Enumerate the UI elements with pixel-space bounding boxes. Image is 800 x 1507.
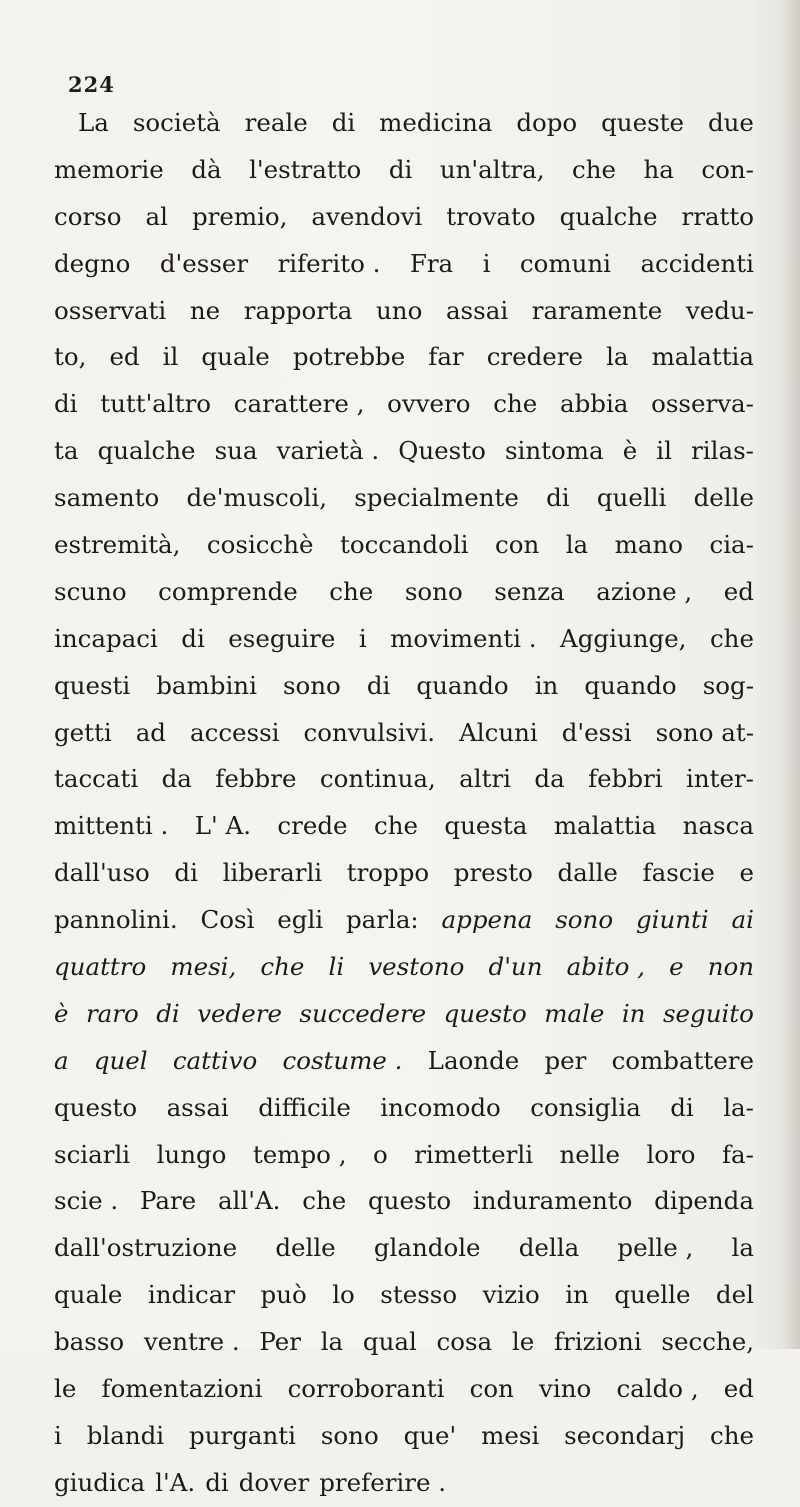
word: corso — [54, 201, 122, 231]
word: qualche — [559, 201, 658, 231]
word: del — [715, 1280, 754, 1310]
word: bambini — [156, 670, 257, 700]
word: parla: — [345, 905, 419, 935]
word: dover — [238, 1467, 310, 1497]
word: di — [174, 858, 198, 888]
word: due — [707, 108, 754, 137]
word: nelle — [559, 1139, 620, 1169]
word: ha — [643, 154, 674, 184]
word: azione , — [596, 576, 693, 606]
word: le — [511, 1327, 535, 1357]
word: specialmente — [354, 483, 519, 513]
word: l'A. — [155, 1467, 196, 1497]
word: Per — [259, 1327, 301, 1357]
word: caldo , — [616, 1374, 699, 1404]
word: ne — [189, 295, 221, 325]
word: Così — [200, 905, 255, 935]
word: sono — [282, 670, 341, 700]
word: questi — [54, 670, 131, 700]
word: que' — [403, 1420, 457, 1450]
word: per — [544, 1045, 587, 1075]
word: memorie — [54, 154, 164, 184]
word: cosa — [436, 1327, 493, 1357]
word: assai — [166, 1092, 229, 1122]
word: accessi — [189, 717, 280, 747]
word: movimenti . — [390, 623, 537, 653]
word: lungo — [156, 1139, 227, 1169]
word: in — [534, 670, 559, 700]
text-line — [54, 428, 754, 475]
word: di — [670, 1092, 694, 1122]
word: li — [328, 952, 345, 982]
word: questo — [54, 1092, 138, 1122]
word: è — [54, 998, 69, 1028]
word: Fra — [409, 248, 454, 278]
word: quattro — [54, 952, 147, 982]
word: blandi — [86, 1420, 165, 1450]
word: inter- — [686, 764, 754, 794]
text-line — [54, 1460, 754, 1507]
word: combattere — [611, 1045, 754, 1075]
word: corroboranti — [287, 1374, 445, 1404]
word: succedere — [299, 998, 427, 1028]
word: queste — [601, 108, 685, 137]
word: o — [372, 1139, 388, 1169]
word: L' A. — [194, 811, 251, 841]
word: trovato — [446, 201, 536, 231]
text-line — [54, 194, 754, 241]
word: dall'uso — [54, 858, 150, 888]
word: con — [494, 530, 540, 560]
word: la- — [723, 1092, 754, 1122]
word: appena — [441, 905, 533, 935]
word: abito , — [566, 952, 645, 982]
word: accidenti — [640, 248, 754, 278]
text-line — [54, 1413, 754, 1460]
word: vizio — [482, 1280, 540, 1310]
word: vino — [539, 1374, 592, 1404]
word: d'esser — [159, 248, 249, 278]
word: delle — [275, 1233, 336, 1263]
word: sciarli — [54, 1139, 131, 1169]
word: questa — [444, 811, 528, 841]
word: e — [739, 858, 754, 888]
word: che — [302, 1186, 347, 1216]
word: vestono — [368, 952, 465, 982]
word: d'un — [488, 952, 543, 982]
word: Laonde — [427, 1045, 520, 1075]
word: pannolini. — [54, 905, 178, 935]
word: potrebbe — [292, 342, 406, 372]
word: male — [544, 998, 605, 1028]
word: di — [331, 108, 356, 137]
word: che — [373, 811, 418, 841]
word: La — [78, 108, 109, 137]
word: ed — [723, 1374, 754, 1404]
word: crede — [277, 811, 348, 841]
word: che — [709, 623, 754, 653]
word: di — [54, 389, 78, 419]
word: questo — [367, 1186, 452, 1216]
word: può — [260, 1280, 307, 1310]
word: un'altra, — [439, 154, 545, 184]
text-line — [54, 381, 754, 428]
word: che — [260, 952, 305, 982]
word: getti — [54, 717, 112, 747]
word: dà — [191, 154, 222, 184]
word: dall'ostruzione — [54, 1233, 238, 1263]
word: rratto — [681, 201, 754, 231]
word: basso — [54, 1327, 125, 1357]
word: non — [707, 952, 754, 982]
word: incomodo — [380, 1092, 501, 1122]
word: frizioni — [553, 1327, 642, 1357]
word: glandole — [373, 1233, 481, 1263]
word: società — [132, 108, 221, 137]
word: costume . — [282, 1045, 403, 1075]
text-line — [54, 1178, 754, 1225]
word: d'essi — [561, 717, 632, 747]
word: sua — [214, 436, 258, 466]
word: preferire . — [319, 1467, 447, 1497]
word: ai — [731, 905, 754, 935]
word: secche, — [661, 1327, 754, 1357]
text-line — [54, 1225, 754, 1272]
word: sono — [404, 576, 463, 606]
word: è — [622, 436, 638, 466]
word: di — [205, 1467, 229, 1497]
word: quando — [584, 670, 677, 700]
word: comuni — [519, 248, 611, 278]
text-line — [54, 147, 754, 194]
word: abbia — [559, 389, 629, 419]
word: credere — [486, 342, 584, 372]
word: riferito . — [277, 248, 381, 278]
text-line — [54, 991, 754, 1038]
text-line — [54, 241, 754, 288]
word: in — [621, 998, 646, 1028]
text-line — [54, 1319, 754, 1366]
word: consiglia — [530, 1092, 641, 1122]
word: delle — [693, 483, 754, 513]
word: lo — [332, 1280, 355, 1310]
text-line — [54, 1038, 754, 1085]
word: quelle — [614, 1280, 691, 1310]
word: cosicchè — [206, 530, 314, 560]
word: nasca — [682, 811, 754, 841]
word: ventre . — [143, 1327, 240, 1357]
word: senza — [494, 576, 565, 606]
word: giunti — [635, 905, 709, 935]
word: da — [534, 764, 565, 794]
word: rapporta — [243, 295, 353, 325]
word: tempo , — [252, 1139, 347, 1169]
text-line — [54, 522, 754, 569]
text-line — [54, 1366, 754, 1413]
word: sono — [555, 905, 614, 935]
word: altri — [459, 764, 511, 794]
text-line — [54, 616, 754, 663]
word: sintoma — [504, 436, 604, 466]
word: varietà . — [276, 436, 380, 466]
text-line — [54, 475, 754, 522]
word: liberarli — [222, 858, 323, 888]
word: continua, — [319, 764, 436, 794]
word: rilas- — [691, 436, 754, 466]
word: di — [181, 623, 205, 653]
word: purganti — [189, 1420, 296, 1450]
text-line — [54, 569, 754, 616]
word: estremità, — [54, 530, 181, 560]
word: difficile — [258, 1092, 351, 1122]
word: presto — [453, 858, 533, 888]
word: taccati — [54, 764, 139, 794]
word: febbri — [588, 764, 663, 794]
word: l'estratto — [249, 154, 362, 184]
word: malattia — [553, 811, 657, 841]
word: che — [329, 576, 374, 606]
word: medicina — [379, 108, 493, 137]
word: assai — [445, 295, 509, 325]
word: seguito — [662, 998, 754, 1028]
word: di — [388, 154, 413, 184]
text-line — [54, 1132, 754, 1179]
word: quel — [93, 1045, 148, 1075]
word: osserva- — [651, 389, 754, 419]
word: dalle — [557, 858, 618, 888]
word: mesi, — [170, 952, 237, 982]
text-line — [54, 663, 754, 710]
word: dopo — [516, 108, 578, 137]
word: quale — [54, 1280, 123, 1310]
word: ad — [135, 717, 166, 747]
word: Pare — [139, 1186, 197, 1216]
word: avendovi — [311, 201, 423, 231]
word: mano — [614, 530, 684, 560]
word: pelle , — [617, 1233, 694, 1263]
text-line — [54, 100, 754, 147]
text-line — [54, 944, 754, 991]
word: di — [546, 483, 570, 513]
word: scie . — [54, 1186, 119, 1216]
word: Aggiunge, — [560, 623, 687, 653]
word: fascie — [642, 858, 715, 888]
word: ed — [723, 576, 754, 606]
word: sono at- — [655, 717, 754, 747]
word: con — [469, 1374, 514, 1404]
word: secondarj — [564, 1420, 686, 1450]
word: to, — [54, 342, 87, 372]
word: il — [656, 436, 672, 466]
word: scuno — [54, 576, 127, 606]
word: fomentazioni — [101, 1374, 263, 1404]
word: giudica — [54, 1467, 146, 1497]
word: degno — [54, 248, 131, 278]
word: sog- — [702, 670, 754, 700]
word: della — [518, 1233, 580, 1263]
word: ta — [54, 436, 79, 466]
word: convulsivi. — [303, 717, 436, 747]
word: raro — [85, 998, 139, 1028]
word: dipenda — [654, 1186, 754, 1216]
word: fa- — [721, 1139, 754, 1169]
word: toccandoli — [339, 530, 469, 560]
text-line — [54, 850, 754, 897]
word: in — [565, 1280, 589, 1310]
word: malattia — [651, 342, 754, 372]
word: il — [162, 342, 179, 372]
word: comprende — [158, 576, 298, 606]
word: samento — [54, 483, 160, 513]
text-line — [54, 288, 754, 335]
word: vedu- — [685, 295, 754, 325]
word: tutt'altro — [100, 389, 212, 419]
text-line — [54, 710, 754, 757]
word: premio, — [191, 201, 288, 231]
word: all'A. — [217, 1186, 281, 1216]
word: le — [54, 1374, 77, 1404]
text-line — [54, 1085, 754, 1132]
word: la — [606, 342, 629, 372]
word: rimetterli — [414, 1139, 534, 1169]
text-line — [54, 334, 754, 381]
word: vedere — [197, 998, 282, 1028]
word: stesso — [380, 1280, 458, 1310]
word: da — [161, 764, 192, 794]
word: che — [572, 154, 617, 184]
word: troppo — [346, 858, 430, 888]
text-line — [54, 803, 754, 850]
word: cia- — [709, 530, 754, 560]
page-number: 224 — [68, 72, 115, 97]
word: al — [145, 201, 168, 231]
word: de'muscoli, — [186, 483, 327, 513]
text-line — [54, 1272, 754, 1319]
word: egli — [277, 905, 324, 935]
page-edge-shadow — [782, 0, 800, 1349]
text-line — [54, 756, 754, 803]
word: loro — [646, 1139, 696, 1169]
word: mesi — [481, 1420, 540, 1450]
word: che — [709, 1420, 754, 1450]
word: ovvero — [387, 389, 471, 419]
word: reale — [244, 108, 308, 137]
word: mittenti . — [54, 811, 169, 841]
word: che — [493, 389, 538, 419]
word: con- — [701, 154, 754, 184]
word: incapaci — [54, 623, 158, 653]
word: a — [54, 1045, 69, 1075]
word: Alcuni — [459, 717, 538, 747]
body-text — [54, 100, 754, 1507]
word: eseguire — [228, 623, 336, 653]
word: indicar — [147, 1280, 236, 1310]
word: sono — [320, 1420, 379, 1450]
word: quale — [201, 342, 270, 372]
word: cattivo — [172, 1045, 258, 1075]
word: quando — [416, 670, 509, 700]
word: uno — [376, 295, 423, 325]
word: carattere , — [233, 389, 365, 419]
word: ed — [109, 342, 140, 372]
word: la — [731, 1233, 754, 1263]
text-line — [54, 897, 754, 944]
word: questo — [443, 998, 527, 1028]
word: la — [565, 530, 589, 560]
word: di — [156, 998, 180, 1028]
word: la — [320, 1327, 344, 1357]
word: qualche — [97, 436, 196, 466]
word: e — [669, 952, 684, 982]
word: i — [358, 623, 367, 653]
word: quelli — [596, 483, 667, 513]
word: induramento — [472, 1186, 633, 1216]
word: di — [366, 670, 391, 700]
word: i — [482, 248, 491, 278]
word: i — [54, 1420, 62, 1450]
word: far — [428, 342, 464, 372]
word: osservati — [54, 295, 167, 325]
word: qual — [362, 1327, 417, 1357]
word: raramente — [531, 295, 663, 325]
word: Questo — [398, 436, 486, 466]
word: febbre — [215, 764, 297, 794]
